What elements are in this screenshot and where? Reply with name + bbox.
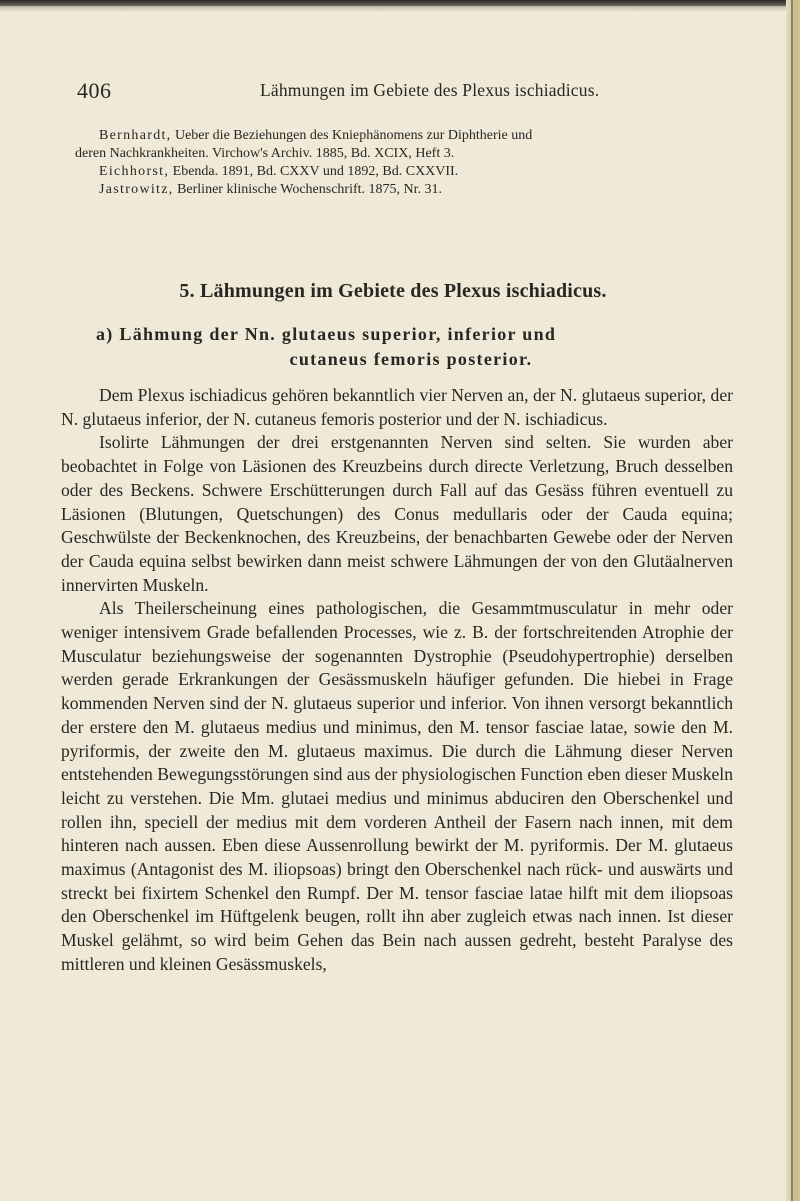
reference-text: Ebenda. 1891, Bd. CXXV und 1892, Bd. CXXVII.	[169, 164, 459, 179]
subsection-title-line-2: cutaneus femoris posterior.	[289, 349, 533, 369]
subsection-title-line-1: a) Lähmung der Nn. glutaeus superior, inferior und	[96, 324, 557, 344]
reference-author: Bernhardt,	[99, 128, 172, 143]
reference-author: Eichhorst,	[99, 164, 170, 179]
reference-list	[75, 127, 749, 199]
reference-entry	[99, 163, 749, 181]
reference-entry	[99, 127, 749, 145]
reference-text: Berliner klinische Wochenschrift. 1875, Nr. 31.	[173, 182, 443, 197]
page-number: 406	[77, 78, 112, 103]
paragraph: Dem Plexus ischiadicus gehören bekanntlich vier Nerven an, der N. glutaeus superior, der N. glutaeus inferior, der N. cutaneus femoris posterior und der N. ischiadicus.	[61, 385, 733, 429]
reference-text: Ueber die Beziehungen des Kniephänomens zur Diphtherie und	[171, 128, 533, 143]
running-title: Lähmungen im Gebiete des Plexus ischiadicus.	[260, 80, 600, 100]
reference-entry-continuation	[75, 145, 749, 163]
reference-text: deren Nachkrankheiten. Virchow's Archiv. 1885, Bd. XCIX, Heft 3.	[75, 146, 455, 161]
body-text	[61, 384, 733, 977]
book-spine-line	[791, 0, 793, 1201]
page-header	[77, 78, 737, 104]
reference-author: Jastrowitz,	[99, 182, 174, 197]
subsection-title	[96, 322, 746, 372]
reference-entry	[99, 181, 749, 199]
section-title: 5. Lähmungen im Gebiete des Plexus ischiadicus.	[179, 280, 607, 302]
book-spine-edge	[786, 0, 800, 1201]
paragraph: Isolirte Lähmungen der drei erstgenannten Nerven sind selten. Sie wurden aber beobachtet in Folge von Läsionen des Kreuzbeins durch directe Verletzung, Bruch desselben oder des Beckens. Schwere Erschütterungen durch Fall auf das Gesäss führen eventuell zu Läsionen (Blutungen, Quetschungen) des Conus medullaris oder der Cauda equina; Geschwülste der Beckenknochen, des Kreuzbeins, der benachbarten Gewebe oder der Nerven der Cauda equina selbst bewirken dann meist schwere Lähmungen der von den Glutäalnerven innervirten Muskeln.	[61, 432, 733, 595]
paragraph: Als Theilerscheinung eines pathologischen, die Gesammtmusculatur in mehr oder weniger intensivem Grade befallenden Processes, wie z. B. der fortschreitenden Atrophie der Musculatur beziehungsweise der sogenannten Dystrophie (Pseudohypertrophie) derselben werden gerade Erkrankungen der Gesässmuskeln häufiger gefunden. Die hiebei in Frage kommenden Nerven sind der N. glutaeus superior und inferior. Von ihnen versorgt bekanntlich der erstere den M. glutaeus medius und minimus, den M. tensor fasciae latae, sowie den M. pyriformis, der zweite den M. glutaeus maximus. Die durch die Lähmung dieser Nerven entstehenden Bewegungsstörungen sind aus der physiologischen Function eben dieser Muskeln leicht zu verstehen. Die Mm. glutaei medius und minimus abduciren den Oberschenkel und rollen ihn, speciell der medius mit dem vorderen Antheil der Fasern nach innen, mit dem hinteren nach aussen. Eben diese Aussenrollung bewirkt der M. pyriformis. Der M. glutaeus maximus (Antagonist des M. iliopsoas) bringt den Oberschenkel nach rück- und auswärts und streckt bei fixirtem Schenkel den Rumpf. Der M. tensor fasciae latae hilft mit dem iliopsoas den Oberschenkel im Hüftgelenk beugen, rollt ihn aber zugleich etwas nach innen. Ist dieser Muskel gelähmt, so wird beim Gehen das Bein nach aussen gedreht, besteht Paralyse des mittleren und kleinen Gesässmuskels,	[61, 598, 733, 974]
